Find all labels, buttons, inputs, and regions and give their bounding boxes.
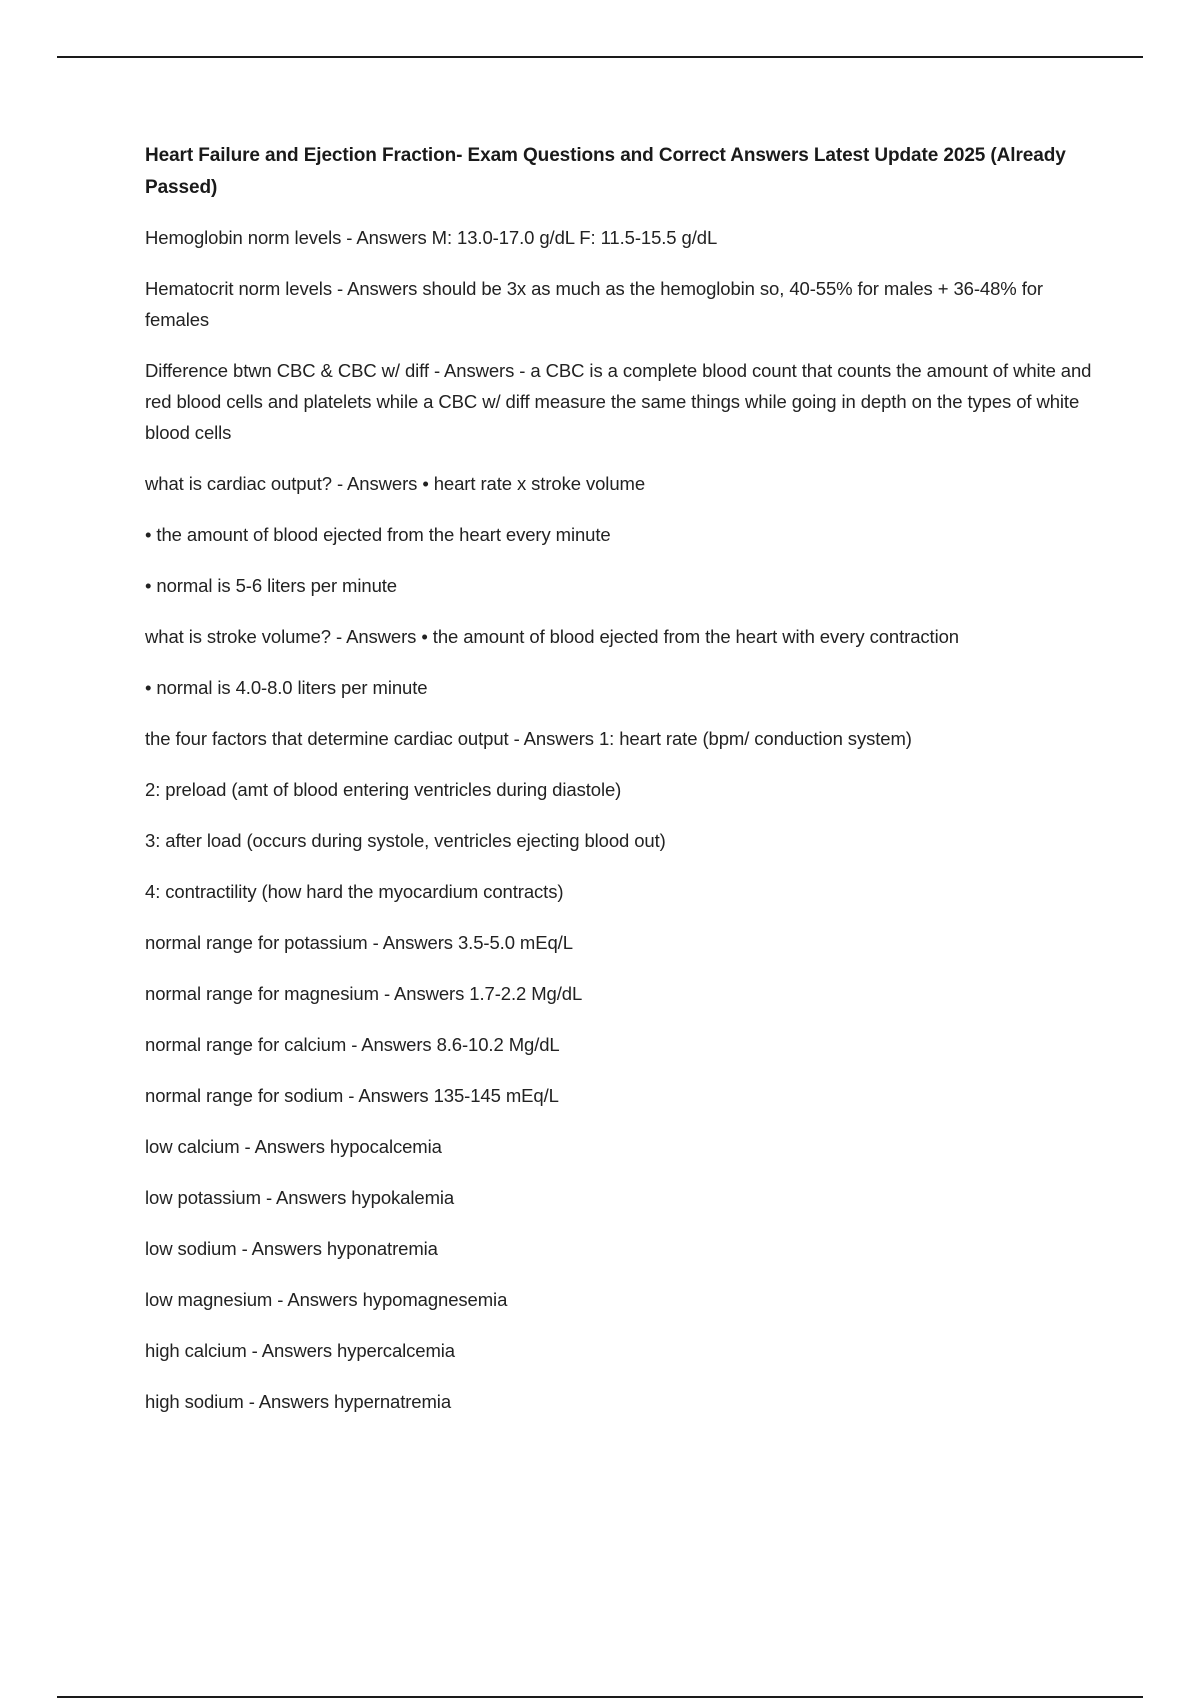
qa-paragraph: • normal is 5-6 liters per minute (145, 575, 397, 596)
qa-paragraph: what is cardiac output? - Answers • heart rate x stroke volume (145, 473, 646, 494)
qa-paragraph: what is stroke volume? - Answers • the amount of blood ejected from the heart with every contraction (145, 626, 959, 647)
qa-paragraph: 4: contractility (how hard the myocardium contracts) (145, 881, 564, 902)
qa-paragraph: low calcium - Answers hypocalcemia (145, 1136, 442, 1157)
qa-paragraph: 2: preload (amt of blood entering ventricles during diastole) (145, 779, 622, 800)
qa-paragraph: high calcium - Answers hypercalcemia (145, 1340, 455, 1361)
qa-paragraph: • normal is 4.0-8.0 liters per minute (145, 677, 428, 698)
qa-paragraph: high sodium - Answers hypernatremia (145, 1391, 452, 1412)
document-title: Heart Failure and Ejection Fraction- Exam Questions and Correct Answers Latest Update 2025 (Already Passed) (145, 145, 1066, 198)
qa-paragraph: • the amount of blood ejected from the heart every minute (145, 524, 611, 545)
qa-paragraph: Hemoglobin norm levels - Answers M: 13.0-17.0 g/dL F: 11.5-15.5 g/dL (145, 227, 718, 248)
qa-paragraph: normal range for magnesium - Answers 1.7-2.2 Mg/dL (145, 983, 583, 1004)
qa-paragraph: normal range for potassium - Answers 3.5-5.0 mEq/L (145, 932, 573, 953)
bottom-divider (57, 1696, 1143, 1698)
qa-paragraph: Hematocrit norm levels - Answers should be 3x as much as the hemoglobin so, 40-55% for males + 36-48% for females (145, 278, 1043, 330)
qa-paragraph: normal range for calcium - Answers 8.6-10.2 Mg/dL (145, 1034, 560, 1055)
qa-paragraph: low sodium - Answers hyponatremia (145, 1238, 438, 1259)
top-divider (57, 56, 1143, 58)
document-body (145, 140, 1095, 1437)
qa-paragraph: the four factors that determine cardiac output - Answers 1: heart rate (bpm/ conduction system) (145, 728, 912, 749)
qa-paragraph: Difference btwn CBC & CBC w/ diff - Answers - a CBC is a complete blood count that counts the amount of white and red blood cells and platelets while a CBC w/ diff measure the same things while going in depth on the types of white blood cells (145, 360, 1092, 443)
qa-paragraph: low potassium - Answers hypokalemia (145, 1187, 455, 1208)
qa-paragraph: normal range for sodium - Answers 135-145 mEq/L (145, 1085, 559, 1106)
qa-paragraph: low magnesium - Answers hypomagnesemia (145, 1289, 508, 1310)
qa-paragraph: 3: after load (occurs during systole, ventricles ejecting blood out) (145, 830, 666, 851)
